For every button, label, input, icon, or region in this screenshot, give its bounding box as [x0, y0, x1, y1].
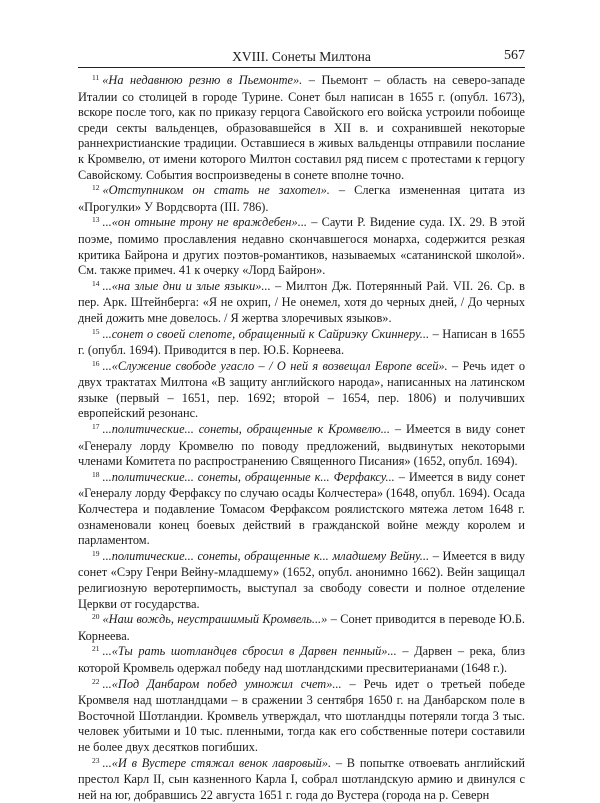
endnote-17 — [78, 422, 525, 470]
note-quote: «Наш вождь, неустрашимый Кромвель...» — [102, 612, 328, 627]
note-quote: «Отступником он стать не захотел». — [102, 183, 330, 198]
note-quote: ...политические... сонеты, обращенные к... младшему Вейну... — [102, 548, 430, 563]
header-rule — [78, 67, 525, 68]
note-text: – Написан в 1655 г. (опубл. 1694). Приводится в пер. Ю.Б. Корнеева. — [78, 326, 525, 358]
note-number: 11 — [92, 73, 100, 82]
note-number: 15 — [92, 326, 100, 336]
note-quote: ...политические... сонеты, обращенные к Кромвелю... — [102, 422, 390, 437]
endnote-15 — [78, 327, 525, 359]
note-quote: «На недавнюю резню в Пьемонте». — [102, 73, 303, 87]
endnote-13 — [78, 215, 525, 278]
endnote-14 — [78, 279, 525, 327]
endnote-21 — [78, 644, 525, 676]
endnote-18 — [78, 470, 525, 549]
note-quote: ...«Под Данбаром побед умножил счет»... — [102, 676, 342, 691]
note-number: 21 — [92, 644, 100, 654]
note-quote: ...«Ты рать шотландцев сбросил в Дарвен пенный»... — [102, 644, 397, 659]
note-text: – Сонет приводится в переводе Ю.Б. Корнеева. — [78, 612, 526, 643]
chapter-title: XVIII. Сонеты Милтона — [232, 49, 371, 64]
note-text: – Имеется в виду сонет «Сэру Генри Вейну-младшему» (1652, опубл. анонимно 1662). Вейн защищал религиозную веротерпимость, выступал за свободу совести и полное отделение Церкви от государства. — [78, 548, 525, 611]
running-header — [78, 48, 525, 66]
note-quote: ...«И в Вустере стяжал венок лавровый». — [102, 755, 332, 770]
endnote-11 — [78, 73, 525, 183]
note-text: – Дарвен – река, близ которой Кромвель одержал победу над шотландскими пресвитерианами (1648 г.). — [78, 644, 525, 675]
note-number: 18 — [92, 469, 100, 479]
note-text: – Саути Р. Видение суда. IX. 29. В этой поэме, помимо прославления недавно скончавшегося монарха, содержится резкая критика Байрона и других поэтов-романтиков, называемых «сатанинской школой». См. также примеч. 41 к очерку «Лорд Байрон». — [78, 215, 525, 278]
note-number: 16 — [92, 358, 100, 368]
note-number: 12 — [92, 183, 100, 193]
note-quote: ...политические... сонеты, обращенные к... Ферфаксу... — [102, 469, 395, 484]
page-number: 567 — [504, 48, 525, 63]
note-number: 19 — [92, 548, 100, 558]
note-text: – В попытке отвоевать английский престол Карл II, сын казненного Карла I, собрал шотландскую армию и двинулся с ней на юг, добравшись 22 августа 1651 г. года до Вустера (города на р. Северн — [78, 755, 525, 802]
note-number: 13 — [92, 215, 100, 225]
note-text: – Милтон Дж. Потерянный Рай. VII. 26. Ср. в пер. Арк. Штейнберга: «Я не охрип, / Не онемел, хотя до черных дней, / До черных дней дожить мне довелось. / Я жертва злоречивых языков». — [78, 278, 525, 325]
note-number: 17 — [92, 422, 100, 432]
endnote-22 — [78, 677, 525, 756]
note-number: 22 — [92, 676, 100, 686]
note-text: – Имеется в виду сонет «Генералу лорду Кромвелю по поводу предложений, выдвинутых некоторыми членами Комитета по распространению Священного Писания» (1652, опубл. 1694). — [78, 422, 525, 469]
endnotes — [78, 73, 525, 803]
note-text: – Имеется в виду сонет «Генералу лорду Ферфаксу по случаю осады Колчестера» (1648, опубл. 1694). Осада Колчестера и подавление Томасом Ферфаксом роялистского мятежа летом 1648 г. ознаменовали конец боевых действий в гражданской войне между королем и парламентом. — [78, 469, 525, 548]
note-text: – Слегка измененная цитата из «Прогулки» У Вордсворта (III. 786). — [78, 183, 525, 214]
note-quote: ...«Служение свободе угасло – / О ней я возвещал Европе всей». — [102, 358, 448, 373]
endnote-16 — [78, 359, 525, 422]
endnote-12 — [78, 183, 525, 215]
note-text: – Речь идет о третьей победе Кромвеля над шотландцами – в сражении 3 сентября 1650 г. на Данбарском поле в Восточной Шотландии. Кромвель утверждал, что шотландцы потеряли тогда 3 тыс. человек убитыми и 10 тыс. пленными, тогда как его собственные потери составили не более двух десятков погибших. — [78, 676, 525, 754]
note-text: – Речь идет о двух трактатах Милтона «В защиту английского народа», написанных на латинском языке (первый – 1651, пер. 1692; второй – 1654, пер. 1806) и получившиx европейский резонанс. — [78, 358, 525, 421]
note-number: 14 — [92, 278, 100, 288]
note-quote: ...«на злые дни и злые языки»... — [102, 278, 271, 293]
note-quote: ...«он отныне трону не враждебен»... — [102, 215, 307, 230]
endnote-20 — [78, 612, 525, 644]
note-number: 23 — [92, 755, 100, 765]
endnote-19 — [78, 549, 525, 612]
note-quote: ...сонет о своей слепоте, обращенный к Сайриэку Скиннеру... — [102, 326, 430, 341]
note-text: – Пьемонт – область на северо-западе Италии со столицей в городе Турине. Сонет был написан в 1655 г. (опубл. 1673), вскоре после того, как по приказу герцога Савойского его войска устроили побоище среди секты вальденцев, образовавшейся в XII в. и сохранившей некоторые раннехристианские традиции. Оставшиеся в живых вальденцы отправили послание к Кромвелю, от имени которого Милтон составил ряд писем с протестами к герцогу Савойскому. События воспроизведены в сонете вполне точно. — [78, 73, 525, 182]
endnote-23 — [78, 756, 525, 803]
note-number: 20 — [92, 612, 100, 622]
